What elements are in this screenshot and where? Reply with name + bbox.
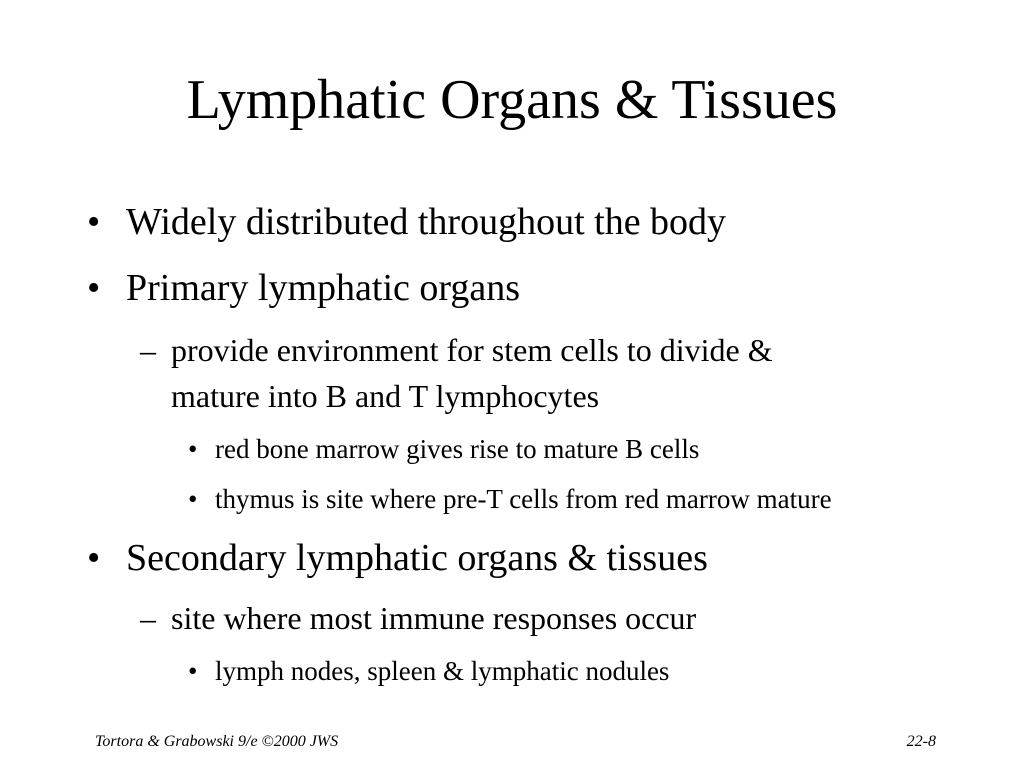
sub-item-text: site where most immune responses occur [171,600,697,636]
sub-item-text-line-1: provide environment for stem cells to divide & [171,332,773,368]
bullet-marker: • [87,267,101,309]
dash-marker: – [140,332,156,368]
footer-slide-number: 22-8 [906,733,936,750]
bullet-text: Secondary lymphatic organs & tissues [126,537,708,579]
slide-title: Lymphatic Organs & Tissues [186,69,838,131]
bullet-marker: • [87,201,101,243]
sub-sub-item-text: lymph nodes, spleen & lymphatic nodules [215,656,670,686]
footer-citation: Tortora & Grabowski 9/e ©2000 JWS [95,733,339,750]
bullet-marker: • [87,537,101,579]
sub-sub-item-text: red bone marrow gives rise to mature B cells [215,434,700,464]
bullet-marker: • [188,484,198,514]
bullet-text: Widely distributed throughout the body [126,201,727,243]
bullet-text: Primary lymphatic organs [126,267,521,309]
dash-marker: – [140,600,156,636]
sub-item-text-line-2: mature into B and T lymphocytes [171,378,600,414]
bullet-marker: • [188,434,198,464]
bullet-marker: • [188,656,198,686]
sub-sub-item-text: thymus is site where pre-T cells from red marrow mature [215,484,832,514]
